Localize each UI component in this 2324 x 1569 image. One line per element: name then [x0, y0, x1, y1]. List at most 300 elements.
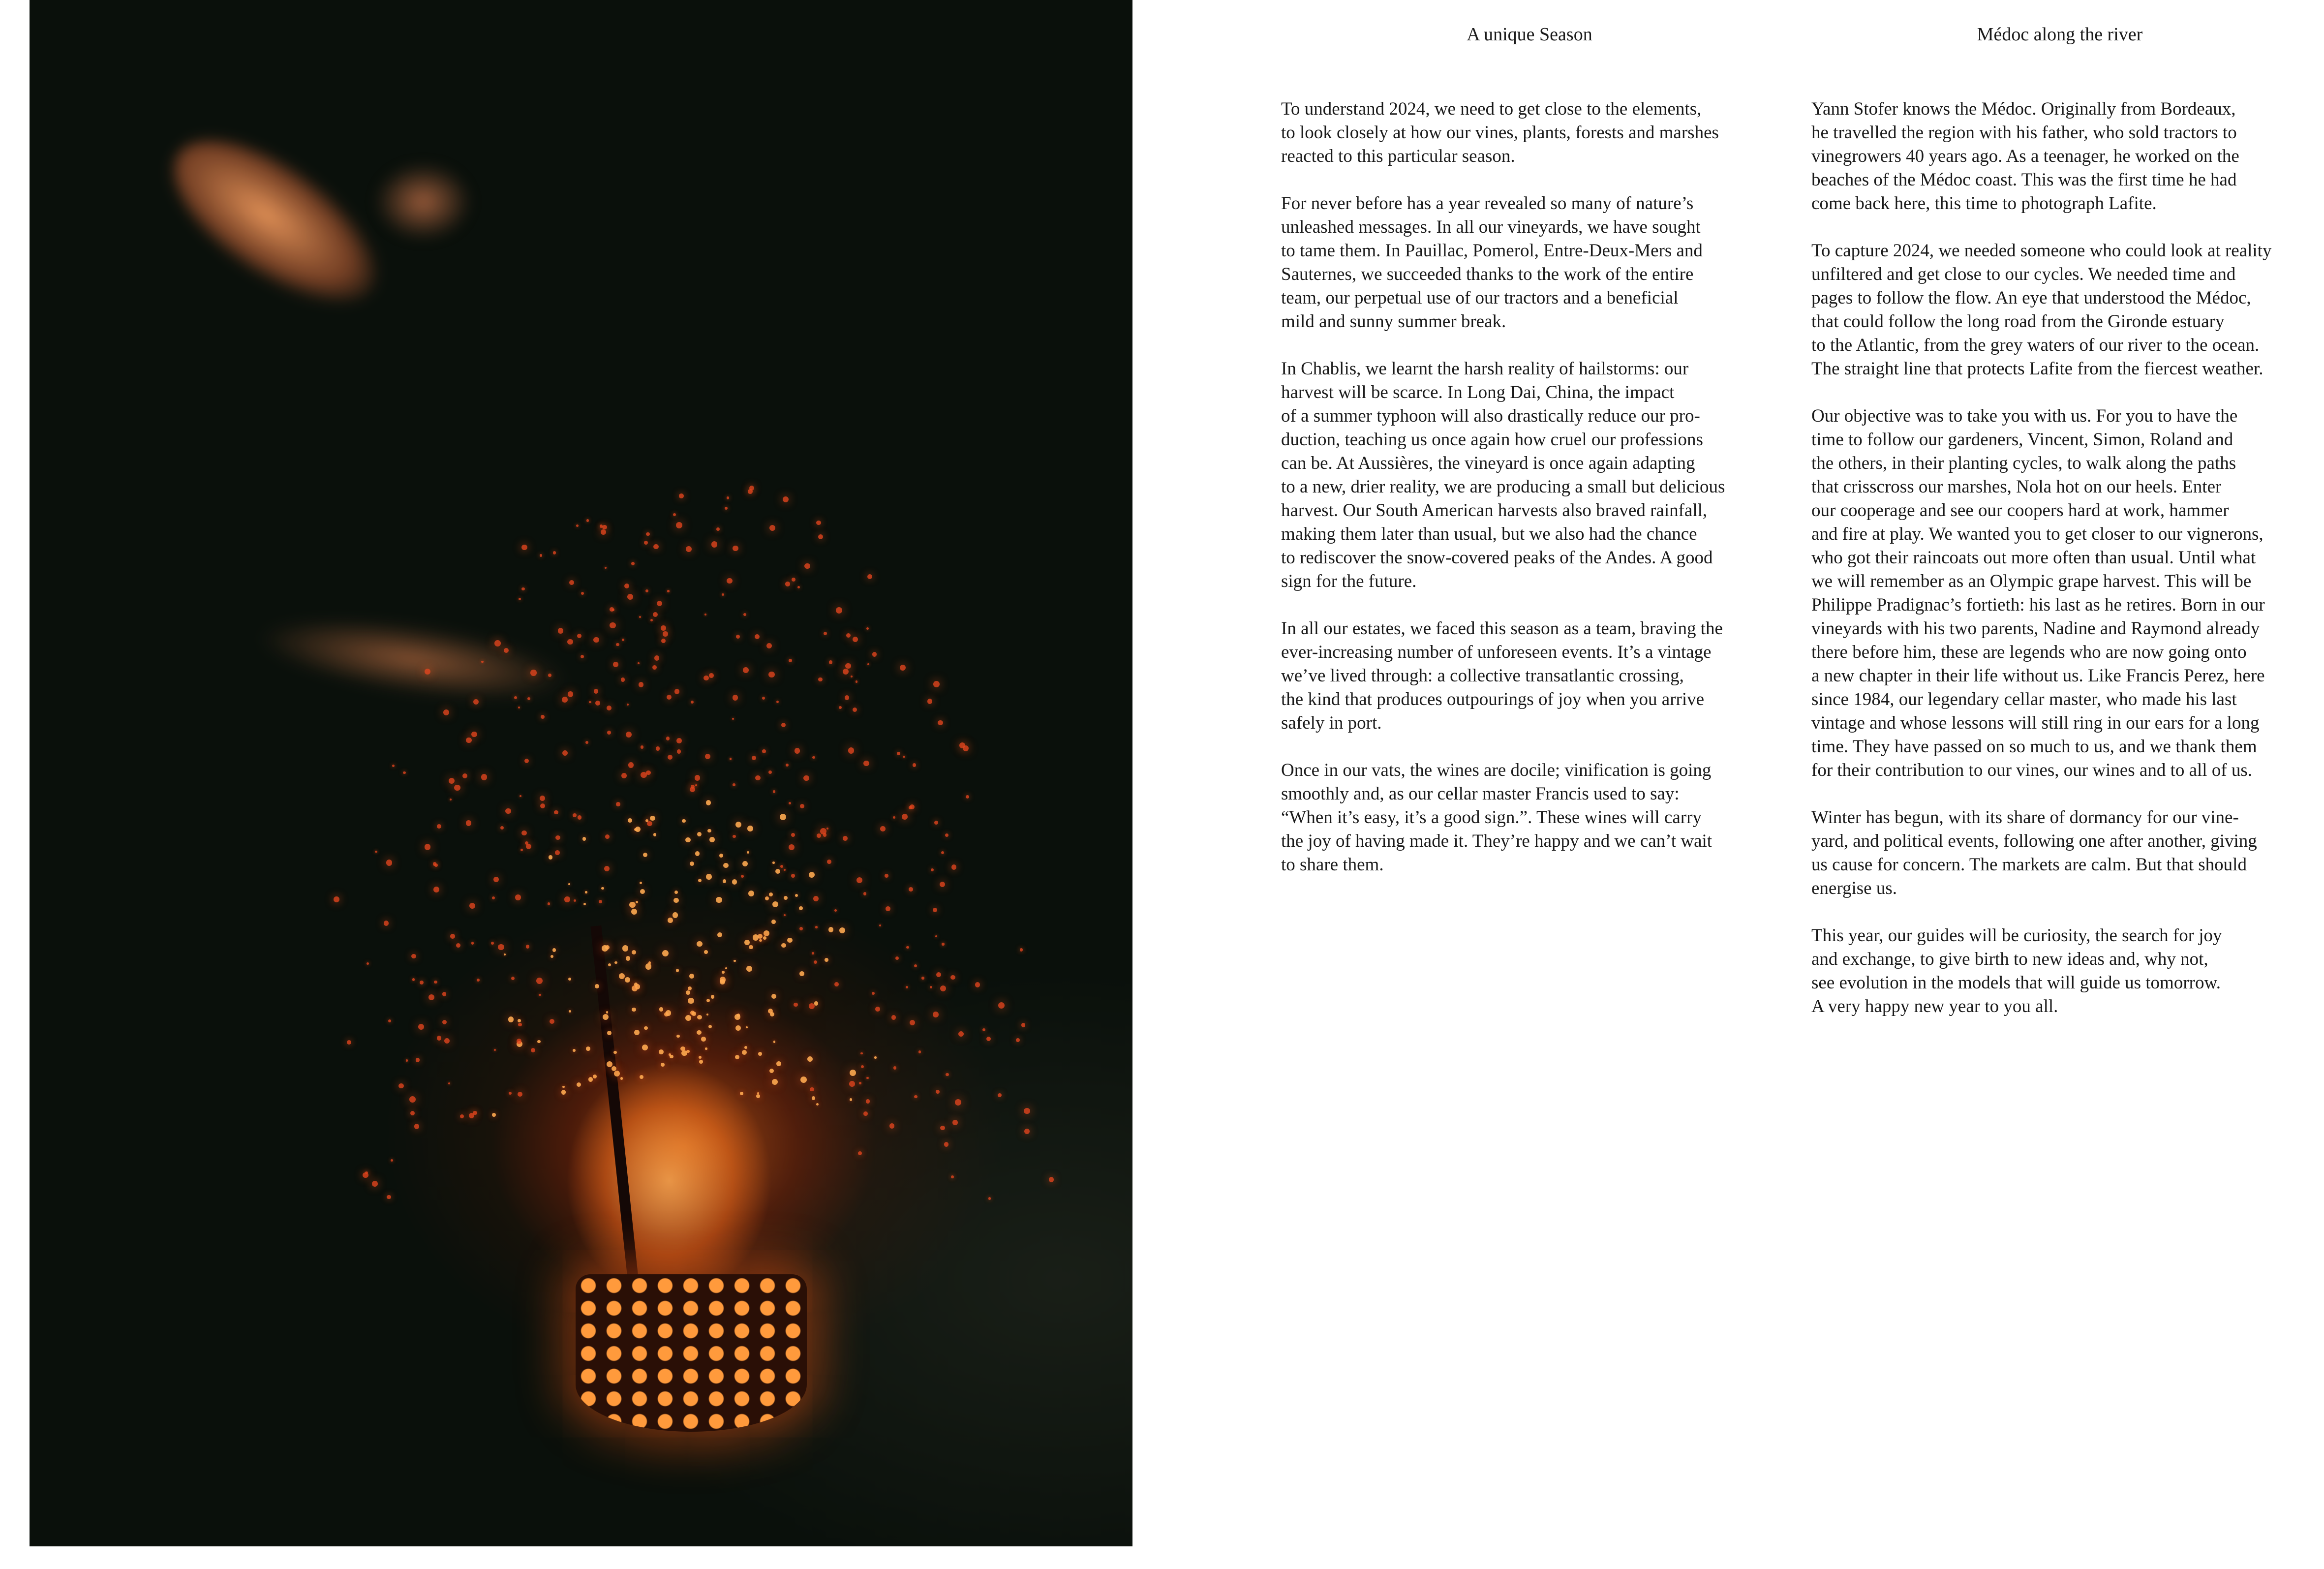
spark [817, 833, 821, 838]
text-line: sign for the future. [1281, 571, 1417, 591]
text-line: Winter has begun, with its share of dormancy for our vine- [1811, 807, 2239, 828]
spark [367, 962, 369, 965]
spark [661, 625, 666, 631]
spark [763, 936, 766, 940]
spark [872, 992, 875, 995]
spark [347, 1040, 351, 1045]
spark [518, 1023, 522, 1027]
spark [514, 696, 517, 699]
text-line: For never before has a year revealed so many of nature’s [1281, 193, 1694, 214]
spark [804, 563, 810, 569]
spark [946, 1073, 948, 1076]
spark [705, 754, 710, 759]
spark [744, 1046, 747, 1049]
text-line: safely in port. [1281, 713, 1382, 733]
spark [791, 833, 795, 837]
spark [722, 593, 724, 596]
text-line: This year, our guides will be curiosity, the search for joy [1811, 925, 2222, 946]
spark [845, 663, 851, 669]
spark [531, 1048, 535, 1052]
spark [797, 586, 800, 588]
spark [742, 1050, 747, 1055]
spark [676, 522, 682, 528]
spark [585, 741, 588, 744]
spark [621, 773, 627, 778]
text-line: harvest. Our South American harvests also braved rainfall, [1281, 500, 1708, 521]
spark [914, 1095, 917, 1098]
text-line: beaches of the Médoc coast. This was the first time he had [1811, 170, 2237, 190]
text-line: Philippe Pradignac’s fortieth: his last as he retires. Born in our [1811, 595, 2265, 615]
text-line: and fire at play. We wanted you to get closer to our vignerons, [1811, 524, 2263, 544]
spark [706, 1014, 708, 1015]
spark [828, 927, 833, 932]
spark [682, 819, 685, 823]
spark [471, 732, 477, 738]
spark [661, 639, 666, 643]
spark [541, 715, 545, 719]
spark [667, 695, 672, 700]
spark [650, 619, 653, 621]
spark [780, 865, 783, 868]
spark [521, 545, 527, 551]
spark [644, 1026, 648, 1030]
spark [437, 1036, 442, 1041]
spark [568, 883, 570, 885]
spark [936, 1090, 940, 1094]
text-line: To understand 2024, we need to get close to the elements, [1281, 99, 1702, 119]
text-line: a new chapter in their life without us. Like Francis Perez, here [1811, 666, 2265, 686]
spark [581, 655, 584, 658]
spark [643, 853, 647, 857]
spark [933, 908, 937, 912]
spark [666, 1010, 672, 1016]
spark [403, 771, 406, 774]
spark [944, 1142, 948, 1146]
spark [705, 1047, 707, 1049]
text-line: for their contribution to our vines, our wines and to all of us. [1811, 760, 2253, 780]
text-line: vinegrowers 40 years ago. As a teenager, he worked on the [1811, 146, 2239, 166]
text-line: to a new, drier reality, we are producing a small but delicious [1281, 477, 1725, 497]
spark [935, 935, 937, 937]
text-line: and exchange, to give birth to new ideas and, why not, [1811, 949, 2208, 969]
spark [673, 912, 678, 918]
spark [795, 748, 800, 753]
spark [539, 994, 541, 996]
spark [733, 835, 736, 838]
spark [861, 1065, 864, 1068]
spark [386, 860, 393, 866]
spark [614, 1071, 620, 1077]
text-line: to rediscover the snow-covered peaks of the Andes. A good [1281, 548, 1713, 568]
spark [784, 914, 786, 916]
spark [508, 1016, 514, 1022]
spark [414, 1124, 419, 1129]
spark [520, 849, 523, 851]
spark [858, 1151, 862, 1155]
spark [950, 975, 955, 980]
spark [722, 971, 725, 974]
spark [659, 1049, 664, 1054]
spark [697, 832, 702, 836]
spark [518, 707, 520, 708]
spark [795, 894, 798, 897]
spark [839, 927, 845, 933]
spark [708, 1025, 712, 1028]
spark [690, 861, 694, 866]
spark [622, 945, 629, 952]
spark [647, 821, 652, 827]
spark [662, 950, 669, 956]
text-line: Yann Stofer knows the Médoc. Originally from Bordeaux, [1811, 99, 2236, 119]
spark [589, 701, 591, 704]
spark [521, 831, 527, 836]
spark [466, 738, 471, 743]
spark [668, 755, 673, 760]
text-line: making them later than usual, but we also had the chance [1281, 524, 1697, 544]
spark [809, 872, 815, 878]
spark [941, 851, 944, 854]
spark [921, 977, 924, 979]
paragraph [1811, 239, 2271, 381]
spark [769, 525, 775, 531]
spark [742, 861, 748, 866]
spark [562, 697, 568, 703]
spark [365, 1171, 368, 1174]
spark [812, 756, 815, 759]
spark [843, 836, 848, 841]
spark [824, 632, 827, 635]
spark [699, 1060, 703, 1064]
text-line: since 1984, our legendary cellar master, who made his last [1811, 689, 2237, 709]
spark [909, 887, 913, 892]
spark [909, 806, 912, 809]
spark [771, 994, 776, 999]
spark [933, 681, 940, 687]
text-line: pages to follow the flow. An eye that understood the Médoc, [1811, 288, 2251, 308]
text-line: can be. At Aussières, the vineyard is once again adapting [1281, 453, 1695, 473]
spark [741, 875, 744, 878]
spark [834, 982, 839, 986]
spark [641, 772, 647, 778]
spark [595, 701, 600, 706]
spark [791, 874, 795, 878]
spark [867, 663, 869, 665]
spark [787, 938, 792, 943]
spark [818, 534, 823, 539]
paragraph [1811, 404, 2271, 782]
spark [494, 640, 500, 646]
spark [709, 837, 715, 842]
spark [856, 680, 858, 683]
spark [573, 1049, 576, 1052]
spark [930, 986, 933, 989]
spark [515, 894, 520, 900]
spark [627, 594, 633, 600]
spark [627, 704, 629, 706]
spark [454, 785, 460, 791]
spark [776, 701, 779, 703]
spark [716, 527, 720, 531]
text-line: team, our perpetual use of our tractors and a beneficial [1281, 288, 1679, 308]
spark [625, 977, 630, 983]
spark [945, 833, 948, 837]
text-line: In all our estates, we faced this season as a team, braving the [1281, 618, 1723, 639]
spark [420, 981, 424, 984]
spark [449, 778, 455, 784]
spark [428, 994, 434, 1000]
spark [558, 628, 563, 633]
paragraph [1281, 192, 1725, 334]
spark [552, 948, 556, 952]
spark [875, 1007, 880, 1012]
spark [519, 598, 521, 600]
spark [663, 631, 668, 637]
text-line: A very happy new year to you all. [1811, 996, 2058, 1016]
spark [951, 864, 956, 869]
spark [607, 731, 611, 735]
spark [762, 749, 766, 753]
text-line: duction, teaching us once again how cruel our professions [1281, 430, 1703, 450]
spark [789, 844, 795, 850]
spark [691, 701, 694, 704]
spark [934, 821, 938, 825]
spark [735, 1025, 740, 1030]
spark [704, 950, 708, 954]
spark [716, 897, 722, 903]
spark [764, 930, 769, 936]
spark [866, 1099, 870, 1104]
spark [568, 691, 573, 697]
spark [481, 774, 487, 780]
spark [849, 1081, 855, 1087]
spark [577, 1082, 581, 1087]
spark [581, 592, 584, 595]
text-line: mild and sunny summer break. [1281, 311, 1506, 332]
text-line: to look closely at how our vines, plants, forests and marshes [1281, 123, 1719, 143]
text-line: vintage and whose lessons will still ring in our ears for a long [1811, 713, 2260, 733]
spark [886, 906, 890, 911]
text-line: “When it’s easy, it’s a good sign.”. These wines will carry [1281, 807, 1702, 828]
spark [903, 756, 905, 758]
paragraph [1281, 617, 1725, 735]
spark [593, 637, 599, 643]
spark [789, 802, 791, 804]
spark [686, 546, 692, 552]
spark [897, 752, 900, 755]
spark [540, 554, 543, 557]
spark [756, 1094, 760, 1098]
spark [636, 901, 638, 903]
spark [676, 969, 679, 972]
spark [613, 662, 618, 667]
spark [746, 1026, 748, 1028]
spark [444, 1038, 450, 1044]
spark [889, 1123, 895, 1129]
spark [504, 954, 506, 955]
spark [885, 874, 888, 878]
spark [607, 1031, 612, 1035]
spark [632, 1008, 636, 1012]
spark [653, 612, 658, 617]
spark [732, 718, 734, 720]
spark [685, 1015, 691, 1021]
spark [631, 562, 635, 565]
spark [951, 1175, 954, 1178]
spark [846, 633, 851, 638]
spark [553, 551, 556, 554]
spark [530, 670, 536, 676]
spark [879, 924, 881, 926]
spark [776, 1061, 781, 1066]
spark [914, 964, 917, 967]
spark [670, 1055, 673, 1059]
spark [998, 1093, 1002, 1097]
spark [511, 977, 515, 980]
spark [689, 974, 694, 979]
spark [1024, 1108, 1030, 1114]
spark [913, 763, 917, 767]
spark [622, 639, 624, 641]
spark [387, 1195, 391, 1199]
spark [645, 963, 651, 969]
spark [673, 898, 679, 903]
spark [626, 732, 632, 738]
spark [626, 956, 631, 961]
spark [540, 796, 545, 801]
spark [701, 1037, 705, 1041]
spark [462, 773, 467, 778]
spark [391, 1159, 393, 1162]
spark [412, 978, 415, 981]
spark [567, 639, 573, 645]
spark [963, 745, 969, 752]
spark [988, 1197, 991, 1200]
spark [576, 524, 579, 527]
spark [706, 800, 711, 805]
spark [826, 828, 828, 830]
spark [699, 1056, 702, 1059]
spark [906, 946, 909, 949]
spark [815, 926, 817, 928]
spark [784, 896, 788, 900]
spark [606, 1011, 609, 1014]
spark [603, 1014, 609, 1020]
spark [644, 541, 648, 545]
spark [416, 1058, 420, 1062]
spark [768, 770, 772, 774]
spark [900, 665, 906, 671]
spark [659, 1007, 664, 1012]
spark [562, 750, 568, 756]
spark [975, 982, 980, 987]
spark [518, 1019, 521, 1023]
spark [433, 887, 439, 892]
spark [906, 986, 908, 988]
text-line: smoothly and, as our cellar master Francis used to say: [1281, 784, 1680, 804]
photo-poker-rod [590, 925, 640, 1298]
spark [498, 944, 504, 951]
spark [442, 992, 447, 996]
spark [493, 877, 499, 882]
spark [614, 961, 617, 964]
spark [698, 879, 702, 882]
spark [654, 655, 659, 660]
spark [769, 1069, 774, 1073]
text-line: that could follow the long road from the Gironde estuary [1811, 311, 2225, 332]
spark [425, 844, 431, 850]
spark [893, 816, 895, 819]
spark [588, 1077, 593, 1082]
photo-arm-upper [148, 109, 403, 334]
spark [812, 1096, 816, 1100]
spark [940, 985, 946, 991]
spark [673, 513, 676, 516]
spark [810, 1087, 814, 1091]
spark [548, 902, 550, 905]
spark [425, 669, 430, 675]
spark [549, 855, 552, 859]
spark [732, 879, 737, 884]
spark [998, 1002, 1005, 1009]
text-line: reacted to this particular season. [1281, 146, 1515, 166]
spark [891, 1015, 896, 1019]
spark [521, 587, 524, 590]
left-column-heading: A unique Season [1467, 24, 1592, 45]
spark [640, 882, 642, 884]
spark [613, 1051, 616, 1054]
text-line: vineyards with his two parents, Nadine and Raymond already [1811, 618, 2260, 639]
spark [853, 637, 858, 642]
spark [792, 578, 795, 582]
spark [816, 1103, 819, 1106]
text-line: we’ve lived through: a collective transatlantic crossing, [1281, 666, 1684, 686]
spark [677, 749, 681, 753]
spark [492, 896, 495, 899]
spark [639, 682, 644, 687]
spark [734, 960, 735, 962]
spark [640, 1075, 643, 1079]
spark [583, 903, 586, 905]
spark [418, 1024, 424, 1030]
spark [437, 824, 441, 829]
spark [640, 889, 645, 894]
spark [825, 958, 828, 962]
text-line: he travelled the region with his father, who sold tractors to [1811, 123, 2237, 143]
spark [650, 816, 655, 821]
paragraph [1811, 97, 2271, 215]
spark [803, 775, 809, 781]
spark [602, 945, 608, 952]
spark [843, 669, 849, 675]
spark [766, 643, 772, 648]
text-line: Our objective was to take you with us. For you to have the [1811, 406, 2238, 426]
text-line: the others, in their planting cycles, to walk along the paths [1811, 453, 2236, 473]
spark [818, 677, 823, 682]
spark [755, 775, 760, 780]
spark [834, 909, 837, 912]
spark [785, 582, 790, 586]
photo-fire-sparks [30, 0, 1132, 1546]
spark [656, 746, 660, 751]
spark [743, 667, 749, 673]
spark [569, 580, 574, 585]
spark [574, 899, 577, 902]
spark [668, 918, 673, 923]
spark [848, 747, 855, 754]
text-line: our cooperage and see our coopers hard at work, hammer [1811, 500, 2229, 521]
spark [392, 765, 395, 767]
spark [986, 1037, 991, 1041]
